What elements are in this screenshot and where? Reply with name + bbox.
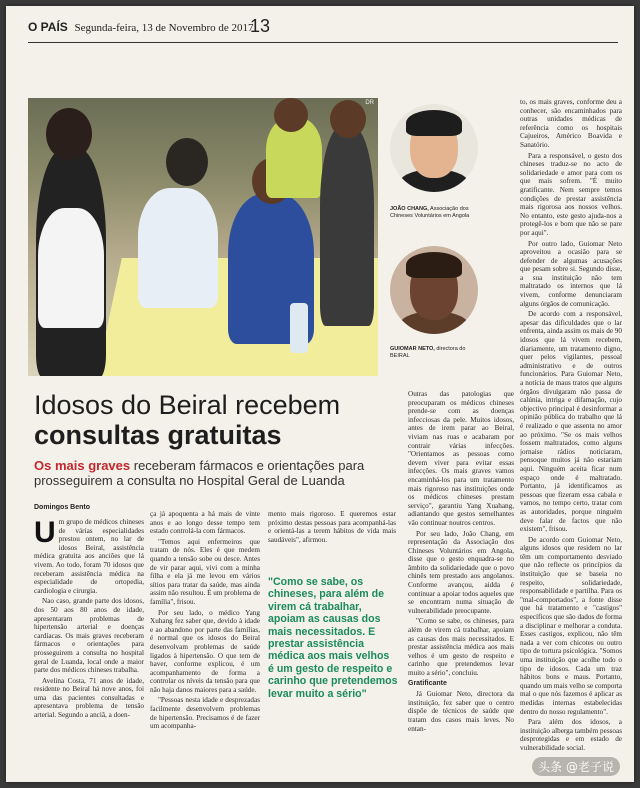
paragraph: Outras das patologias que preocuparam os médicos chineses prende-se com as doenças infecciosas da pele. Muitos idosos, antes de irem parar ao Beiral, viviam nas ruas e acabaram por contrair várias infecções. "Orientamos as pessoas como devem viver para evitar essas infecções. Os mais graves vamos encaminhá-los para um tratamento mais rigoroso nas instituições onde os médicos chineses prestam serviço", garantiu Yang Xuahang, adiantando que gestos semelhantes vão continuar noutros centros. [408, 390, 514, 527]
paragraph: Já Guiomar Neto, directora da instituição, fez saber que o centro dispõe de técnicos de saúde que tratam dos casos mais leves. No entan- [408, 690, 514, 733]
pull-quote: "Como se sabe, os chineses, para além de virem cá trabalhar, apoiam as causas dos mais necessitados. E prestar assistência médica aos mais velhos é um gesto de respeito e carinho que pretendemos levar muito a sério" [268, 576, 398, 700]
article-column-2 [150, 510, 260, 780]
headline-line-1: Idosos do Beiral recebem [34, 390, 341, 420]
subtitle [34, 458, 406, 488]
paragraph: "Pessoas nesta idade e desprezadas facilmente desenvolvem problemas de hipertensão. Precisamos é de fazer um acompanha- [150, 696, 260, 731]
drop-cap: U [34, 518, 56, 549]
photo-credit: DR [365, 100, 374, 106]
issue-date: Segunda-feira, 13 de Novembro de 2017 [74, 22, 254, 34]
paragraph: "Como se sabe, os chineses, para além de virem cá trabalhar, apoiam as causas dos mais necessitados. E prestar assistência médica aos mais velhos é um gesto de respeito e carinho que pretendemos levar muito a sério", concluiu. [408, 617, 514, 677]
paragraph: Por seu lado, o médico Yang Xuhang fez saber que, devido à idade e ao abandono por parte das famílias, é normal que os idosos do Beiral desenvolvam problemas de saúde ligados à hipertensão. O que tem de haver, conforme explicou, é um acompanhamento de forma a controlar os níveis da tensão para que não haja danos maiores para a saúde. [150, 608, 260, 694]
byline: Domingos Bento [34, 504, 90, 511]
paragraph: Avelina Costa, 71 anos de idade, residente no Beiral há nove anos, foi uma das pacientes consultadas e apresentava problema de tensão arterial. Segundo a anciã, a doen- [34, 676, 144, 720]
paragraph: mento mais rigoroso. E queremos estar próximo destas pessoas para acompanhá-las e orientá-las a terem hábitos de vida mais saudáveis", afirmou. [268, 510, 396, 544]
paragraph: "Temos aqui enfermeiros que tratam de nós. Eles é que medem quando a tensão sobe ou desce. Antes de vir parar aqui, vivi com a minha filha e ela já me levou em vários sítios para tratar da saúde, mas ainda assim não resultou. É um problema de família", frisou. [150, 537, 260, 606]
newspaper-brand: O PAÍS [28, 20, 68, 34]
portrait-guiomar-neto [390, 246, 478, 334]
paragraph: Nao caso, grande parte dos idosos, dos 50 aos 80 anos de idade, apresentaram problemas de hipertensão arterial e doenças cardíacas. Os mais graves receberam fármacos e orientações para prosseguirem a consulta no hospital geral de Luanda, local onde a maior parte dos médicos chineses trabalha. [34, 597, 144, 675]
paragraph: Por outro lado, Guiomar Neto aproveitou a ocasião para se defender de algumas acusações que pesam sobre si. Segundo disse, a sua instituição não tem maltratado os internos que lá vivem, conforme denunciaram alguns órgãos de comunicação. [520, 239, 622, 308]
paragraph: to, os mais graves, conforme deu a conhecer, são encaminhados para outras unidades médicas de referência como os hospitais Cajueiros, Américo Boavida e Sanatório. [520, 98, 622, 149]
newspaper-page [6, 6, 634, 782]
headline-line-2: consultas gratuitas [34, 420, 282, 450]
article-column-3 [268, 510, 396, 572]
paragraph: Para além dos idosos, a instituição alberga também pessoas desprotegidas e em estado de vulnerabilidade social. [520, 718, 622, 752]
paragraph: De acordo com Guiomar Neto, alguns idosos que residem no lar têm um comportamento desviado que não reflecte os princípios da instituição que se baseia no respeito, solidariedade, responsabilidade e partilha. Para os "mal-comportados", a fonte disse que há tratamento e "castigos" específicos que são dados de forma a disciplinar e melhorar a conduta. Esses castigos, explicou, não têm nada a ver com chicotes ou outro tipo de tortura psicológica. "Somos uma instituição que acolhe todo o tipo de idosos. Cada um traz hábitos bons e maus. Portanto, quando um mais velho se comporta mal o que nós fazemos é aplicar as medidas internas estabelecidas dentro do nosso regulamento". [520, 535, 622, 716]
portrait-role: directora do BEIRAL [390, 346, 466, 359]
portrait-role: Associação dos Chineses Voluntários em Angola [390, 206, 470, 219]
article-column-5 [520, 98, 622, 780]
article-column-4 [408, 390, 514, 780]
paragraph: ça já apoquenta a há mais de vinte anos e ao longo desse tempo tem estado controlá-la com fármacos. [150, 510, 260, 536]
portrait-name: GUIOMAR NETO, [390, 346, 435, 352]
article-column-1 [34, 518, 144, 780]
headline [34, 390, 404, 450]
portrait-caption-guiomar [390, 346, 482, 360]
section-subhead: Gratificante [408, 679, 447, 687]
page-number: 13 [250, 16, 271, 36]
portrait-name: JOÃO CHANG, [390, 206, 429, 212]
portrait-joao-chang [390, 104, 478, 192]
paragraph: Por seu lado, João Chang, em representação da Associação dos Chineses Voluntários em Angola, disse que o gesto enquadra-se no âmbito da solidariedade que o povo chinês tem prestado aos angolanos. Conforme avançou, aidda é continuar a apoiar todos aqueles que se encontram numa situação de vulnerabilidade preocupante. [408, 529, 514, 615]
subtitle-highlight: Os mais graves [34, 458, 131, 473]
main-photo [28, 98, 378, 376]
masthead [28, 16, 618, 43]
portrait-caption-joao [390, 206, 482, 220]
subtitle-text: receberam fármacos e orientações para prosseguirem a consulta no Hospital Geral de Luanda [34, 458, 365, 488]
paragraph: De acordo com a responsável, apesar das dificuldades que o lar enfrenta, ainda assim os mais de 90 idosos que lá vivem recebem, diariamente, um tratamento digno, quer pelos vigilantes, pessoal administrativo e de outros funcionários. Para Guiomar Neto, a notícia de maus tratos que alguns órgãos divulgaram não passa de calúnia, intriga e difamação, cujo objectivo principal é desinformar a opinião pública do trabalho que lá é realizado e que assenta no amor ao próximo. "Se os mais velhos fossem maltratados, como alguns jornaise rádios noticiaram, pensoque muitos já não estariam aqui. Ninguém aceita ficar num espaço onde é maltratado. Portanto, já identificamos as pessoas que fizeram essa cabala e vamos, no tempo certo, tratar com as autoridades, porque ninguém deve falar de factos que não existem", frisou. [520, 310, 622, 534]
paragraph: Para a responsável, o gesto dos chineses traduz-se no acto de solidariedade e amor para com os que mais sofrem. "É muito gratificante. Nem sempre temos condições de prestar assistência mais rigorosa aos nossos velhos. No entanto, este gesto ajuda-nos a protegê-los e bom que não se pare por aqui". [520, 151, 622, 237]
watermark: 头条 @老子说 [532, 757, 620, 776]
paragraph: m grupo de médicos chineses de várias especialidades prestou ontem, no lar de idosos Beiral, assistência médica gratuita aos anciões que lá vivem. Ao todo, foram 70 idosos que receberam assistência médica na especialidade de ortopedia, cardiologia e cirurgia. [34, 518, 144, 595]
